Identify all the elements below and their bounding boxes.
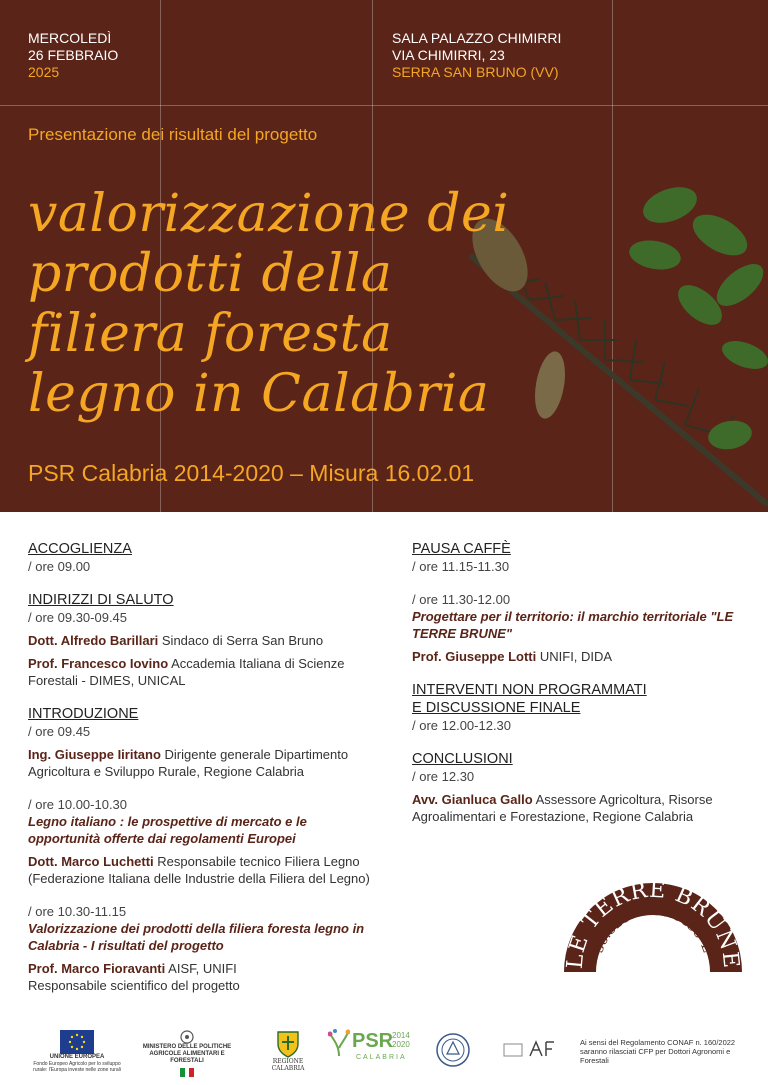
time-slot: / ore 11.15-11.30 — [412, 559, 510, 574]
speaker: Avv. Gianluca Gallo Assessore Agricoltura, Risorse Agroalimentari e Forestazione, Regione Calabria — [412, 792, 713, 824]
talk-title: Valorizzazione dei prodotti della filiera foresta legno in Calabria - I risultati del progetto — [28, 921, 365, 953]
ministero-logo: MINISTERO DELLE POLITICHE AGRICOLE ALIMENTARI E FORESTALI — [132, 1030, 242, 1077]
speaker: Ing. Giuseppe Iiritano Dirigente generale Dipartimento Agricoltura e Sviluppo Rurale, Regione Calabria — [28, 747, 349, 779]
partner-emblem-icon — [502, 1038, 560, 1064]
event-subtitle: PSR Calabria 2014-2020 – Misura 16.02.01 — [28, 460, 475, 486]
time-slot: / ore 12.30 — [412, 769, 475, 784]
seal-icon — [434, 1032, 472, 1068]
section-title: INTRODUZIONE — [28, 706, 139, 722]
partner-logo — [502, 1038, 560, 1064]
event-venue: SALA PALAZZO CHIMIRRI VIA CHIMIRRI, 23 SERRA SAN BRUNO (VV) — [392, 30, 562, 80]
speaker: Dott. Marco Luchetti Responsabile tecnico Filiera Legno (Federazione Italiana delle Industrie della Filiera del Legno) — [28, 854, 370, 886]
section-title: ACCOGLIENZA — [28, 541, 132, 557]
time-slot: / ore 10.00-10.30 — [28, 797, 128, 812]
section-title: PAUSA CAFFÈ — [412, 541, 511, 557]
event-title: valorizzazione dei prodotti della filiera foresta legno in Calabria — [28, 184, 510, 424]
time-slot: / ore 11.30-12.00 — [412, 592, 511, 607]
grid-line — [0, 105, 768, 106]
regione-calabria-logo: REGIONE CALABRIA — [256, 1030, 320, 1072]
emblem-icon — [180, 1030, 194, 1044]
talk-title: Legno italiano : le prospettive di mercato e le opportunità offerte dai regolamenti Europei — [28, 814, 307, 846]
time-slot: / ore 09.00 — [28, 559, 91, 574]
program-left-column — [28, 540, 378, 994]
section-title: CONCLUSIONI — [412, 751, 513, 767]
speaker: Prof. Giuseppe Lotti UNIFI, DIDA — [412, 649, 613, 664]
section-title: E DISCUSSIONE FINALE — [412, 700, 581, 716]
talk-title: Progettare per il territorio: il marchio territoriale "LE TERRE BRUNE" — [412, 609, 734, 641]
time-slot: / ore 10.30-11.15 — [28, 904, 127, 919]
eu-logo: UNIONE EUROPEA Fondo Europeo Agricolo per lo sviluppo rurale: l'Europa investe nelle zone rurali — [32, 1030, 122, 1073]
section-title: INDIRIZZI DI SALUTO — [28, 592, 174, 608]
eu-flag-icon — [60, 1030, 94, 1054]
speaker: Prof. Francesco Iovino Accademia Italiana di Scienze Forestali - DIMES, UNICAL — [28, 656, 345, 688]
le-terre-brune-logo — [560, 868, 746, 986]
badge-coordinates: 38.528°N 16.3458°E — [591, 903, 715, 956]
badge-top-text: LE TERRE BRUNE — [562, 877, 744, 970]
time-slot: / ore 12.00-12.30 — [412, 718, 512, 733]
speaker: Prof. Marco Fioravanti AISF, UNIFI — [28, 961, 237, 976]
section-title: INTERVENTI NON PROGRAMMATI — [412, 682, 647, 698]
speaker: Dott. Alfredo Barillari Sindaco di Serra San Bruno — [28, 633, 324, 648]
italy-flag-icon — [180, 1068, 194, 1077]
time-slot: / ore 09.45 — [28, 724, 91, 739]
time-slot: / ore 09.30-09.45 — [28, 610, 128, 625]
presentation-label: Presentazione dei risultati del progetto — [28, 125, 318, 144]
institution-seal-logo — [434, 1032, 472, 1068]
conaf-notice: Ai sensi del Regolamento CONAF n. 160/2022 saranno rilasciati CFP per Dottori Agronomi e Forestali — [580, 1038, 736, 1065]
program-right-column — [412, 540, 742, 825]
footer-logos: UNIONE EUROPEA Fondo Europeo Agricolo per lo sviluppo rurale: l'Europa investe nelle zone rurali MINISTERO DELLE POLITICHE AGRICOLE ALIMENTARI E FORESTALI REGIONE CALABRIA PSR 2014 2020 CALABRIA — [0, 1022, 768, 1085]
shield-icon — [276, 1030, 300, 1058]
header-banner — [0, 0, 768, 512]
plant-icon — [328, 1028, 350, 1058]
speaker-role: Responsabile scientifico del progetto — [28, 978, 240, 993]
event-date: MERCOLEDÌ 26 FEBBRAIO 2025 — [28, 30, 119, 80]
